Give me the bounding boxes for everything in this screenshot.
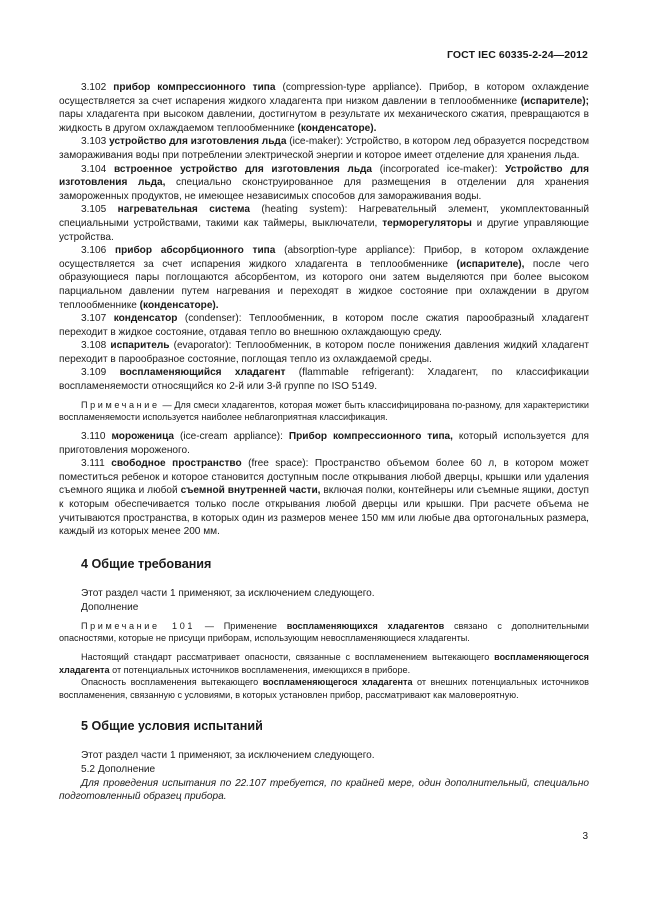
definition-3-110: 3.110 мороженица (ice-cream appliance): Прибор компрессионного типа, который используется для приготовления мороженого. xyxy=(59,431,589,456)
section-4-addition-label: Дополнение xyxy=(81,602,139,613)
definition-3-107: 3.107 конденсатор (condenser): Теплообменник, в котором после сжатия парообразный хладагент переходит в жидкое состояние, отдавая тепло во внешнюю охлаждающую среду. xyxy=(59,313,589,338)
page-content xyxy=(59,81,589,804)
section-5-intro: Этот раздел части 1 применяют, за исключением следующего. xyxy=(81,750,375,762)
note-101: Примечание 101 — Применение воспламеняющихся хладагентов связано с дополнительными опасностями, которые не присущи приборам, использующим невоспламеняющиеся хладагенты. xyxy=(59,620,589,644)
term: нагревательная система xyxy=(117,204,251,216)
document-id-header: ГОСТ IEC 60335-2-24—2012 xyxy=(446,49,588,61)
note-3-109: Примечание — Для смеси хладагентов, которая может быть классифицирована по-разному, для характеристики воспламеняемости используется наиболее неблагоприятная классификация. xyxy=(59,399,589,423)
note-label: Примечание 101 xyxy=(81,620,196,631)
definition-3-105: 3.105 нагревательная система (heating system): Нагревательный элемент, укомплектованный специальными устройствами, такими как таймеры, выключатели, терморегуляторы и другие управляющие устройства. xyxy=(59,204,589,243)
note-label: Примечание xyxy=(81,399,160,410)
definition-3-109: 3.109 воспламеняющийся хладагент (flammable refrigerant): Хладагент, по классификации воспламеняемости относящийся ко 2-й или 3-й группе по ISO 5149. xyxy=(59,367,590,393)
page-number: 3 xyxy=(582,831,588,842)
term: прибор абсорбционного типа xyxy=(114,245,276,257)
section-5-2-text: Для проведения испытания по 22.107 требуется, по крайней мере, один дополнительный, специально подготовленный образец прибора. xyxy=(59,777,589,803)
term: испаритель xyxy=(110,340,170,352)
definition-3-108: 3.108 испаритель (evaporator): Теплообменник, в котором после понижения давления жидкий хладагент переходит в парообразное состояние, поглощая тепло из охлаждаемой среды. xyxy=(59,340,589,365)
section-4-paragraph-4: Опасность воспламенения вытекающего воспламеняющегося хладагента от внешних потенциальных источников воспламенения, связанную с условиями, в которых установлен прибор, рассматривают как маловероятную. xyxy=(59,677,590,701)
section-5-heading: 5 Общие условия испытаний xyxy=(81,718,263,733)
definition-3-103: 3.103 устройство для изготовления льда (ice-maker): Устройство, в котором лед образуется посредством замораживания воды при потреблении электрической энергии и которое имеет отделение для хранения льда. xyxy=(59,136,590,161)
section-4-intro: Этот раздел части 1 применяют, за исключением следующего. xyxy=(81,588,375,600)
term: встроенное устройство для изготовления льда xyxy=(113,163,373,175)
term: мороженица xyxy=(111,431,175,443)
definition-3-104: 3.104 встроенное устройство для изготовления льда (incorporated ice-maker): Устройство для изготовления льда, специально сконструированное для размещения в отделении для хранения замороженных продуктов, не имеющее независимых способов для замораживания воды. xyxy=(59,163,589,202)
term: устройство для изготовления льда xyxy=(109,136,287,148)
term: конденсатор xyxy=(113,313,178,325)
term: воспламеняющийся хладагент xyxy=(119,367,286,379)
section-4-paragraph-3: Настоящий стандарт рассматривает опасности, связанные с воспламенением вытекающего воспламеняющегося хладагента от потенциальных источников воспламенения, имеющихся в приборе. xyxy=(59,652,589,675)
definition-3-102: 3.102 прибор компрессионного типа (compression-type appliance). Прибор, в котором охлаждение осуществляется за счет испарения жидкого хладагента при низком давлении в теплообменнике (испарителе); пары хладагента при высоком давлении, достигнутом в результате их механического сжатия, превращаются в жидкость в другом охлаждаемом теплообменнике (конденсаторе). xyxy=(59,82,589,134)
term: прибор компрессионного типа xyxy=(113,82,276,93)
definition-3-106: 3.106 прибор абсорбционного типа (absorption-type appliance): Прибор, в котором охлаждение осуществляется за счет испарения жидкого хладагента в теплообменнике (испарителе), после чего образующиеся пары поглощаются абсорбентом, из которого они затем выделяются при более высоком парциальном давлении путем нагревания и переходят в жидкое состояние при охлаждении в другом теплообменнике (конденсаторе). xyxy=(59,245,589,311)
section-4-heading: 4 Общие требования xyxy=(81,556,212,571)
definition-3-111: 3.111 свободное пространство (free space): Пространство объемом более 60 л, в котором может поместиться ребенок и которое становится доступным после открывания любой дверцы, крышки или удаления съемного ящика и любой съемной внутренней части, включая полки, контейнеры или съемные ящики, доступ к которым обеспечивается только после открывания любой дверцы или крышки. При расчете объема не учитываются пространства, в которых один из размеров менее 150 мм или любые два ортогональных размера, каждый из которых менее 200 мм. xyxy=(59,458,590,538)
section-5-2-label: 5.2 Дополнение xyxy=(81,764,156,775)
term: свободное пространство xyxy=(111,458,242,470)
